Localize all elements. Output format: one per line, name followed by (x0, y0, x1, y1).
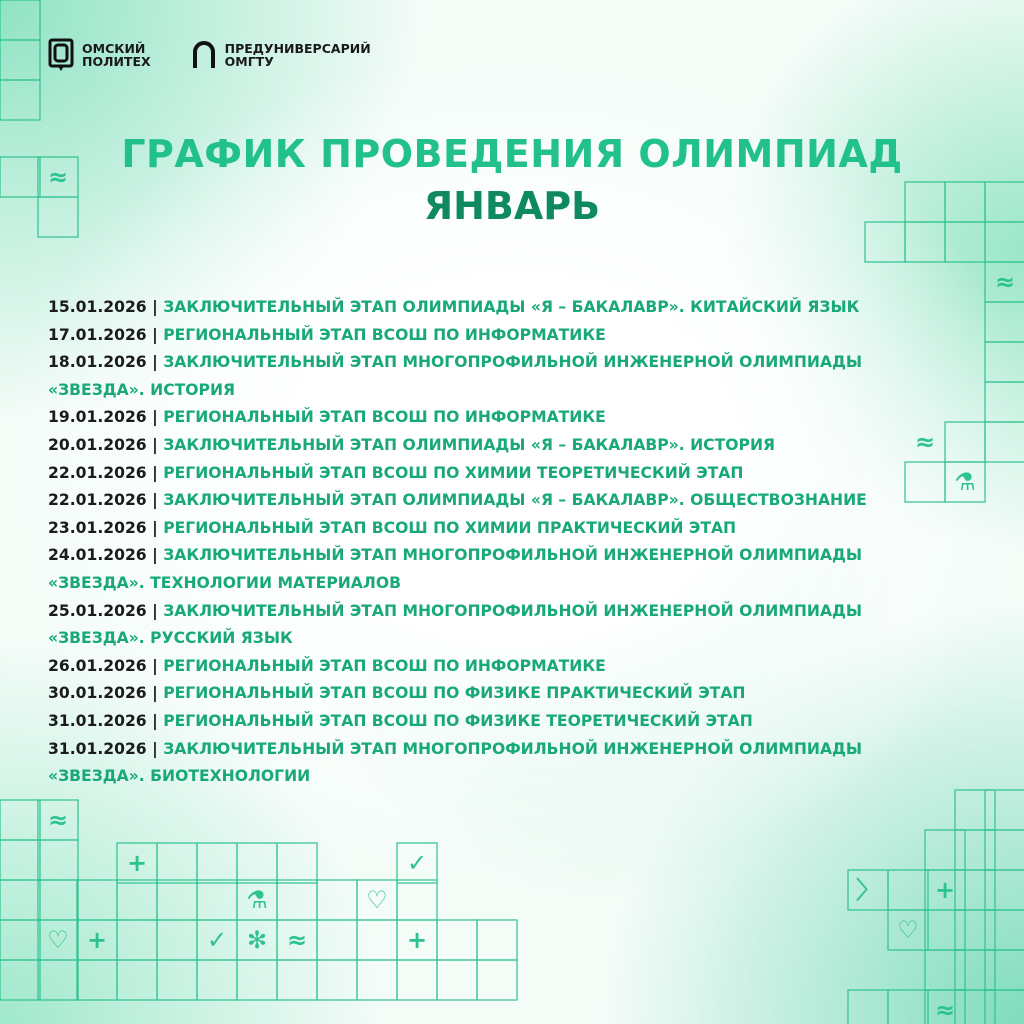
event-name: ЗАКЛЮЧИТЕЛЬНЫЙ ЭТАП МНОГОПРОФИЛЬНОЙ ИНЖЕНЕРНОЙ ОЛИМПИАДЫ «ЗВЕЗДА». РУССКИЙ ЯЗЫК (48, 601, 863, 648)
grid-cell (197, 880, 237, 920)
grid-cell (357, 920, 397, 960)
grid-cell (925, 950, 965, 990)
grid-cell (955, 910, 995, 950)
event-date: 31.01.2026 | (48, 711, 164, 730)
grid-cell (985, 222, 1024, 262)
grid-cell (985, 790, 1024, 830)
grid-cell (317, 920, 357, 960)
event-item (48, 349, 948, 404)
event-item (48, 515, 948, 543)
grid-cell (0, 0, 40, 40)
event-name: ЗАКЛЮЧИТЕЛЬНЫЙ ЭТАП МНОГОПРОФИЛЬНОЙ ИНЖЕНЕРНОЙ ОЛИМПИАДЫ «ЗВЕЗДА». ИСТОРИЯ (48, 353, 863, 399)
event-date: 15.01.2026 | (48, 298, 164, 316)
heart-icon: ♡ (897, 916, 919, 944)
event-name: ЗАКЛЮЧИТЕЛЬНЫЙ ЭТАП ОЛИМПИАДЫ «Я – БАКАЛАВР». ИСТОРИЯ (163, 435, 776, 454)
grid-cell (237, 843, 277, 883)
event-name: РЕГИОНАЛЬНЫЙ ЭТАП ВСОШ ПО ФИЗИКЕ ТЕОРЕТИЧЕСКИЙ ЭТАП (163, 711, 753, 730)
chevron-icon: 〉 (856, 876, 880, 904)
grid-cell (157, 960, 197, 1000)
heart-icon: ♡ (47, 926, 69, 954)
grid-cell (38, 880, 78, 920)
grid-cell (848, 990, 888, 1024)
grid-cell (437, 920, 477, 960)
event-name: РЕГИОНАЛЬНЫЙ ЭТАП ВСОШ ПО ФИЗИКЕ ПРАКТИЧЕСКИЙ ЭТАП (163, 684, 746, 703)
sparkle-icon: + (126, 849, 148, 877)
logo-text-line1: ОМСКИЙ (82, 41, 146, 56)
grid-cell (277, 880, 317, 920)
grid-cell (955, 990, 995, 1024)
event-item (48, 598, 948, 653)
preduniversary-logo (191, 40, 371, 70)
event-date: 22.01.2026 | (48, 491, 164, 510)
grid-cell (237, 960, 277, 1000)
event-item (48, 294, 948, 322)
grid-cell (985, 910, 1024, 950)
omsk-polytech-logo (48, 38, 151, 72)
grid-cell (38, 840, 78, 880)
grid-cell (317, 960, 357, 1000)
wave-icon: ≈ (994, 268, 1016, 296)
grid-cell (985, 830, 1024, 870)
wave-icon: ≈ (286, 926, 308, 954)
event-date: 22.01.2026 | (48, 463, 164, 482)
grid-cell (117, 920, 157, 960)
grid-cell (197, 843, 237, 883)
grid-cell (117, 960, 157, 1000)
event-date: 23.01.2026 | (48, 518, 164, 537)
grid-cell (477, 960, 517, 1000)
event-date: 18.01.2026 | (48, 353, 164, 372)
grid-cell (905, 222, 945, 262)
grid-cell (985, 382, 1024, 422)
event-item (48, 404, 948, 432)
grid-cell (477, 920, 517, 960)
page-title: ГРАФИК ПРОВЕДЕНИЯ ОЛИМПИАД (121, 132, 903, 176)
grid-cell (955, 870, 995, 910)
grid-cell (945, 422, 985, 462)
grid-cell (0, 880, 40, 920)
grid-cell (985, 870, 1024, 910)
grid-cell (925, 830, 965, 870)
grid-cell (77, 880, 117, 920)
event-item (48, 542, 948, 597)
grid-cell (955, 950, 995, 990)
event-item (48, 460, 948, 488)
grid-cell (0, 920, 40, 960)
wave-icon: ≈ (914, 428, 936, 456)
sparkle-icon: + (934, 876, 956, 904)
event-date: 25.01.2026 | (48, 601, 164, 620)
grid-cell (197, 960, 237, 1000)
grid-cell (397, 880, 437, 920)
grid-cell (277, 843, 317, 883)
event-item (48, 680, 948, 708)
grid-cell (888, 990, 928, 1024)
event-date: 24.01.2026 | (48, 546, 164, 565)
event-date: 17.01.2026 | (48, 325, 164, 344)
wave-icon: ≈ (47, 806, 69, 834)
grid-cell (437, 960, 477, 1000)
event-date: 20.01.2026 | (48, 435, 164, 454)
grid-cell (945, 222, 985, 262)
event-item (48, 432, 948, 460)
logo-text-line1: ПРЕДУНИВЕРСАРИЙ (224, 41, 371, 56)
logo-text-line2: ОМГТУ (224, 54, 274, 69)
flask-icon: ⚗ (954, 468, 976, 496)
grid-cell (865, 222, 905, 262)
flask-icon: ⚗ (246, 886, 268, 914)
grid-cell (925, 910, 965, 950)
grid-cell (0, 960, 40, 1000)
event-name: ЗАКЛЮЧИТЕЛЬНЫЙ ЭТАП МНОГОПРОФИЛЬНОЙ ИНЖЕНЕРНОЙ ОЛИМПИАДЫ «ЗВЕЗДА». ТЕХНОЛОГИИ МАТЕРИАЛОВ (48, 546, 863, 592)
grid-cell (0, 840, 40, 880)
event-item (48, 653, 948, 681)
grid-cell (985, 342, 1024, 382)
month-subtitle: ЯНВАРЬ (423, 184, 601, 228)
event-item (48, 736, 948, 791)
event-date: 30.01.2026 | (48, 684, 164, 703)
check-icon: ✓ (206, 926, 228, 954)
event-name: ЗАКЛЮЧИТЕЛЬНЫЙ ЭТАП МНОГОПРОФИЛЬНОЙ ИНЖЕНЕРНОЙ ОЛИМПИАДЫ «ЗВЕЗДА». БИОТЕХНОЛОГИИ (48, 739, 863, 786)
grid-cell (357, 960, 397, 1000)
grid-cell (0, 800, 40, 840)
grid-cell (0, 80, 40, 120)
arch-icon (191, 40, 217, 70)
grid-cell (955, 830, 995, 870)
grid-cell (317, 880, 357, 920)
event-name: ЗАКЛЮЧИТЕЛЬНЫЙ ЭТАП ОЛИМПИАДЫ «Я – БАКАЛАВР». ОБЩЕСТВОЗНАНИЕ (163, 491, 867, 510)
grid-cell (157, 880, 197, 920)
heart-icon: ♡ (366, 886, 388, 914)
grid-cell (38, 960, 78, 1000)
grid-cell (277, 960, 317, 1000)
grid-cell (157, 843, 197, 883)
event-date: 26.01.2026 | (48, 656, 164, 675)
grid-cell (117, 880, 157, 920)
event-name: РЕГИОНАЛЬНЫЙ ЭТАП ВСОШ ПО ИНФОРМАТИКЕ (163, 408, 606, 427)
check-icon: ✓ (406, 849, 428, 877)
asterisk-icon: ✻ (246, 926, 268, 954)
grid-cell (985, 302, 1024, 342)
event-name: РЕГИОНАЛЬНЫЙ ЭТАП ВСОШ ПО ХИМИИ ПРАКТИЧЕСКИЙ ЭТАП (163, 518, 737, 537)
wave-icon: ≈ (934, 996, 956, 1024)
grid-cell (0, 40, 40, 80)
event-item (48, 487, 948, 515)
event-name: РЕГИОНАЛЬНЫЙ ЭТАП ВСОШ ПО ИНФОРМАТИКЕ (163, 325, 606, 344)
grid-cell (985, 422, 1024, 462)
event-date: 19.01.2026 | (48, 408, 164, 427)
event-item (48, 708, 948, 736)
event-name: РЕГИОНАЛЬНЫЙ ЭТАП ВСОШ ПО ХИМИИ ТЕОРЕТИЧЕСКИЙ ЭТАП (163, 463, 744, 482)
event-date: 31.01.2026 | (48, 739, 164, 758)
event-list (48, 294, 948, 791)
grid-cell (955, 790, 995, 830)
event-name: ЗАКЛЮЧИТЕЛЬНЫЙ ЭТАП ОЛИМПИАДЫ «Я – БАКАЛАВР». КИТАЙСКИЙ ЯЗЫК (163, 298, 860, 316)
sparkle-icon: + (406, 926, 428, 954)
grid-cell (397, 960, 437, 1000)
grid-cell (985, 990, 1024, 1024)
wave-icon: ≈ (47, 163, 69, 191)
polytech-emblem-icon (48, 38, 74, 72)
grid-cell (77, 960, 117, 1000)
sparkle-icon: + (86, 926, 108, 954)
grid-cell (157, 920, 197, 960)
logo-text-line2: ПОЛИТЕХ (82, 54, 151, 69)
event-name: РЕГИОНАЛЬНЫЙ ЭТАП ВСОШ ПО ИНФОРМАТИКЕ (163, 656, 606, 675)
grid-cell (888, 870, 928, 910)
event-item (48, 322, 948, 350)
grid-cell (985, 950, 1024, 990)
